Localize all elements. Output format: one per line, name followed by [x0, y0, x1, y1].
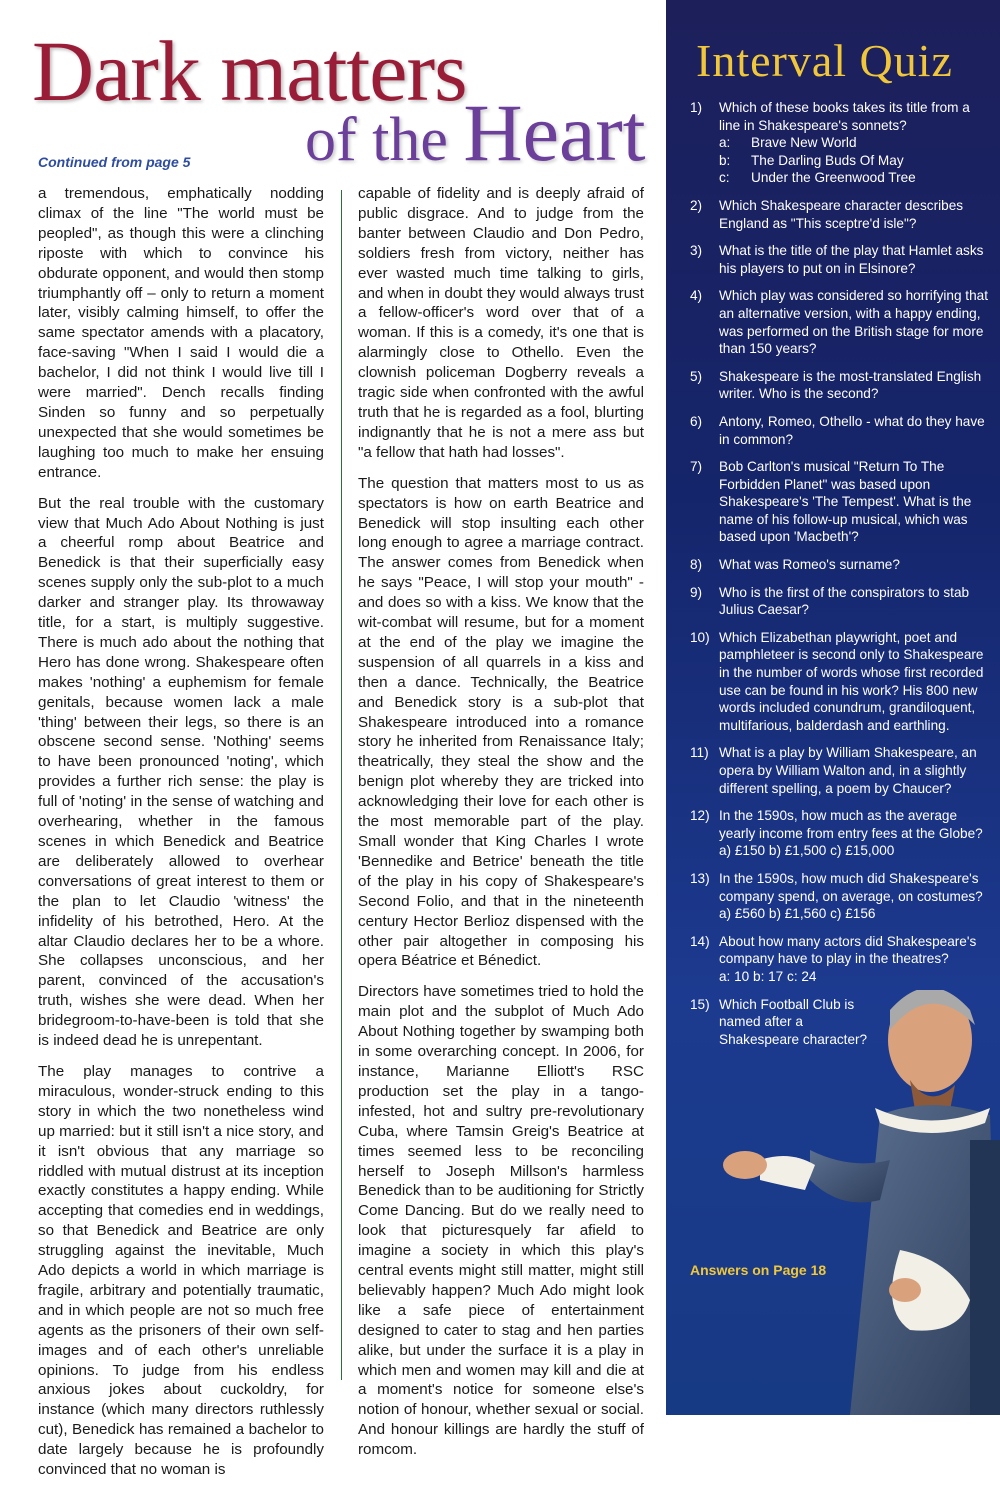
quiz-number: 1) — [690, 100, 703, 115]
article-paragraph: Directors have sometimes tried to hold the main plot and the subplot of Much Ado About Nothing together by swamping both in some overarching concept. In 2006, for instance, Marianne Elliott's RSC production set the play in a tango-infested, hot and sultry pre-revolutionary Cuba, where Tamsin Greig's Beatrice at times seemed less to be reconciling herself to Joseph Millson's harmless Benedick than to be auditioning for Strictly Come Dancing. But do we really need to look that picturesquely far afield to imagine a society in which this play's central events might still matter, might still believably happen? Much Ado might look like a safe piece of entertainment designed to cater to stag and hen parties alike, but under the surface it is a play in which men and women may kill and die at a moment's notice for someone else's notion of honour, whether sexual or social. And honour killings are hardly the stuff of romcom. — [358, 983, 644, 1459]
quiz-options: a) £560 b) £1,560 c) £156 — [719, 906, 876, 922]
quiz-number: 12) — [690, 808, 710, 824]
quiz-item — [690, 629, 990, 735]
quiz-question: Who is the first of the conspirators to stab Julius Caesar? — [719, 584, 970, 618]
quiz-question: Bob Carlton's musical "Return To The Forbidden Planet" was based upon Shakespeare's 'The Tempest'. What is the name of his follow-up musical, which was based upon 'Macbeth'? — [719, 459, 972, 545]
quiz-item — [690, 242, 990, 277]
quiz-item — [690, 413, 990, 448]
quiz-question: About how many actors did Shakespeare's company have to play in the theatres? — [719, 933, 977, 967]
article-column-1 — [38, 184, 324, 1491]
quiz-option: Under the Greenwood Tree — [751, 170, 916, 186]
headline-of-the: of the — [305, 106, 448, 174]
quiz-question: In the 1590s, how much as the average yearly income from entry fees at the Globe? — [719, 808, 983, 841]
quiz-number: 7) — [690, 459, 703, 475]
article-paragraph: The play manages to contrive a miraculous, wonder-struck ending to this story in which the two nonetheless wind up married: but it still isn't a nice story, and it isn't obvious that any marriage so riddled with mutual distrust at its inception exactly constitutes a happy ending. While accepting that comedies end in weddings, so that Benedick and Beatrice are only struggling against the inevitable, Much Ado depicts a world in which marriage is fragile, arbitrary and potentially traumatic, and in which people are not so much free agents as the prisoners of their own self-images and of each other's unreliable opinions. To judge from his endless anxious jokes about cuckoldry, for instance (which many directors ruthlessly cut), Benedick has remained a bachelor to date largely because he is profoundly convinced that no woman is — [38, 1062, 324, 1479]
quiz-question: What is the title of the play that Hamlet asks his players to put on in Elsinore? — [719, 243, 984, 276]
quiz-item — [690, 996, 879, 1049]
quiz-item — [690, 368, 990, 403]
article-paragraph: The question that matters most to us as spectators is how on earth Beatrice and Benedick will stop insulting each other long enough to agree a marriage contract. The answer comes from Benedick when he says "Peace, I will stop your mouth" - and does so with a kiss. We know that the wit-combat will resume, but for a moment at the end of the play we imagine the suspension of all quarrels in a kiss and then a dance. Technically, the Beatrice and Benedick story is a sub-plot that Shakespeare introduced into a romance story he inherited from Renaissance Italy; theatrically, they steal the show and the benign plot whereby they are tricked into acknowledging their love for each other is the most memorable part of the play. Small wonder that King Charles I wrote 'Bennedike and Betrice' beneath the title of the play in his copy of Shakespeare's Second Folio, and that in the nineteenth century Hector Berlioz dispensed with the other pair altogether in composing his opera Béatrice et Bénedict. — [358, 474, 644, 970]
headline-heart: Heart — [463, 87, 646, 178]
quiz-option: The Darling Buds Of May — [751, 152, 904, 168]
quiz-item — [690, 458, 990, 546]
headline-of-the-heart — [305, 87, 646, 178]
quiz-question: What is a play by William Shakespeare, an opera by William Walton and, in a slightly different spelling, a poem by Chaucer? — [719, 745, 977, 796]
quiz-question: In the 1590s, how much did Shakespeare's company spend, on average, on costumes? — [719, 870, 983, 904]
option-label: a: — [719, 135, 731, 151]
quiz-options: a) £150 b) £1,500 c) £15,000 — [719, 843, 895, 859]
quiz-number: 5) — [690, 368, 703, 384]
quiz-question: Which Shakespeare character describes England as "This sceptre'd isle"? — [719, 197, 964, 231]
quiz-number: 15) — [690, 996, 710, 1012]
column-divider — [341, 190, 342, 1380]
quiz-list — [690, 99, 990, 1058]
quiz-options — [719, 134, 990, 187]
headline-dark-matters: Dark matters — [32, 23, 467, 119]
article-paragraph: capable of fidelity and is deeply afraid of public disgrace. And to judge from the banter between Claudio and Don Pedro, soldiers fresh from victory, neither has ever wasted much time talking to girls, and when in doubt they would always trust a fellow-officer's word over that of a woman. If this is a comedy, it's one that is alarmingly close to Othello. Even the clownish policeman Dogberry reveals a tragic side when confronted with the awful truth that he is regarded as a fool, blurting indignantly that he is not a mere ass but "a fellow that hath had losses". — [358, 185, 644, 461]
quiz-item — [690, 197, 990, 232]
quiz-question: Which Football Club is named after a Shakespeare character? — [719, 996, 868, 1047]
quiz-options: a: 10 b: 17 c: 24 — [719, 968, 817, 984]
quiz-number: 13) — [690, 870, 710, 886]
quiz-number: 14) — [690, 933, 710, 949]
quiz-question: Shakespeare is the most-translated English writer. Who is the second? — [719, 368, 982, 402]
quiz-item — [690, 99, 990, 187]
quiz-item — [690, 933, 990, 986]
quiz-number: 2) — [690, 197, 703, 213]
quiz-item — [690, 584, 990, 619]
option-label: b: — [719, 152, 731, 168]
quiz-question: Which play was considered so horrifying that an alternative version, with a happy ending, was performed on the British stage for more than 150 years? — [719, 288, 988, 357]
quiz-question: Antony, Romeo, Othello - what do they have in common? — [719, 413, 985, 447]
article-paragraph: But the real trouble with the customary view that Much Ado About Nothing is just a cheerful romp about Beatrice and Benedick is that their superficially easy scenes supply only the sub-plot to a much darker and stranger play. Its throwaway title, for a start, is multiply suggestive. There is much ado about the nothing that Hero has done wrong. Shakespeare often makes 'nothing' a euphemism for female genitals, because women lack a male 'thing' between their legs, so there is an obscene second sense. 'Nothing' seems to have been pronounced 'noting', which provides a further rich sense: the play is full of 'noting' in the sense of watching and overhearing, whether in the famous scenes in which Benedick and Beatrice are deliberately allowed to overhear conversations of great interest to them or the plan to let Claudio 'witness' the infidelity of his betrothed, Hero. At the altar Claudio declares her to be a whore. She collapses unconscious, and her parent, convinced of the accusation's truth, wishes she were dead. When her bridegroom-to-have-been is told that she is indeed dead he is unrepentant. — [38, 494, 324, 1050]
quiz-item — [690, 744, 990, 797]
quiz-item — [690, 870, 990, 923]
quiz-item — [690, 807, 990, 860]
option-label: c: — [719, 170, 730, 186]
quiz-title: Interval Quiz — [696, 35, 953, 86]
quiz-item — [690, 287, 990, 357]
quiz-option: Brave New World — [751, 135, 857, 151]
quiz-number: 10) — [690, 629, 710, 645]
quiz-number: 3) — [690, 243, 703, 259]
quiz-question: Which Elizabethan playwright, poet and pamphleteer is second only to Shakespeare in the number of words whose first recorded use can be found in his work? His 800 new words included conundrum, grandiloquent, multifarious, balderdash and earthling. — [719, 629, 984, 733]
quiz-item — [690, 556, 990, 574]
continued-note: Continued from page 5 — [38, 154, 191, 170]
quiz-question: Which of these books takes its title from a line in Shakespeare's sonnets? — [719, 100, 970, 133]
answers-note: Answers on Page 18 — [690, 1262, 827, 1278]
article-column-2 — [358, 184, 644, 1471]
quiz-number: 6) — [690, 413, 703, 429]
quiz-number: 4) — [690, 288, 703, 304]
quiz-number: 11) — [690, 745, 709, 761]
quiz-question: What was Romeo's surname? — [719, 557, 900, 573]
quiz-number: 8) — [690, 557, 703, 573]
quiz-number: 9) — [690, 584, 703, 600]
article-paragraph: a tremendous, emphatically nodding climax of the line "The world must be peopled", as though this were a clinching riposte with which to convince his obdurate opponent, and would then stomp triumphantly off – only to return a moment later, visibly calming himself, to offer the same spectator amends with a placatory, face-saving "When I said I would die a bachelor, I did not think I would live till I were married". Dench recalls finding Sinden so funny and so perpetually unexpected that she would sometimes be laughing too much to make her ensuing entrance. — [38, 185, 324, 481]
